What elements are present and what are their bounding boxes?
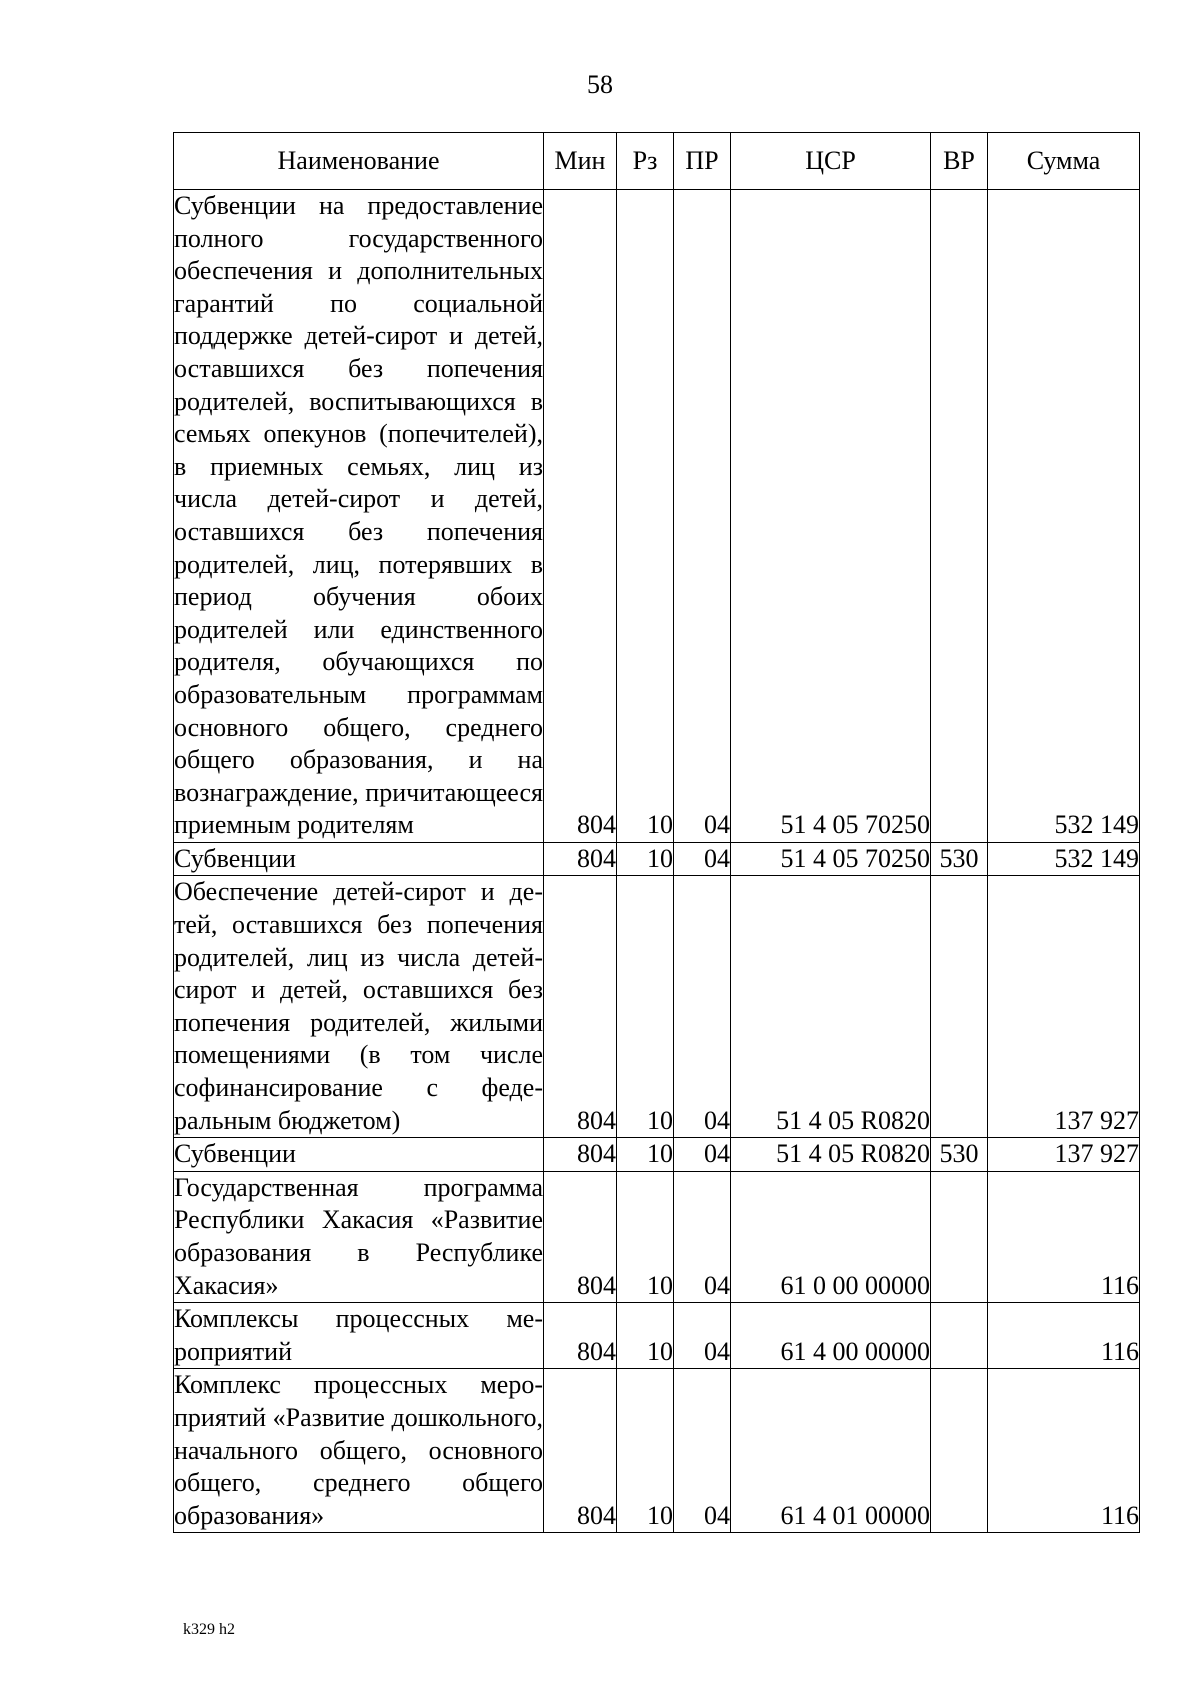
row-name: Субвенции [174, 842, 544, 876]
row-min: 804 [544, 1369, 617, 1533]
row-vr [931, 876, 988, 1138]
row-pr: 04 [674, 190, 731, 843]
row-min: 804 [544, 842, 617, 876]
row-rz: 10 [617, 1138, 674, 1172]
row-rz: 10 [617, 876, 674, 1138]
row-pr: 04 [674, 1303, 731, 1369]
row-sum: 532 149 [988, 190, 1140, 843]
row-pr: 04 [674, 1171, 731, 1302]
header-min: Мин [544, 133, 617, 190]
row-min: 804 [544, 1171, 617, 1302]
row-rz: 10 [617, 1303, 674, 1369]
row-sum: 137 927 [988, 1138, 1140, 1172]
row-min: 804 [544, 1303, 617, 1369]
row-rz: 10 [617, 842, 674, 876]
budget-table [173, 132, 1140, 1533]
table-row [174, 876, 1140, 1138]
header-name: Наименование [174, 133, 544, 190]
row-vr: 530 [931, 842, 988, 876]
row-pr: 04 [674, 842, 731, 876]
row-rz: 10 [617, 190, 674, 843]
row-vr [931, 1303, 988, 1369]
row-name: Государственная программа Республики Хакасия «Развитие образования в Республике Хакасия» [174, 1171, 544, 1302]
row-vr: 530 [931, 1138, 988, 1172]
row-min: 804 [544, 190, 617, 843]
header-vr: ВР [931, 133, 988, 190]
page-number: 58 [587, 70, 613, 99]
row-csr: 51 4 05 R0820 [731, 1138, 931, 1172]
row-rz: 10 [617, 1171, 674, 1302]
header-pr: ПР [674, 133, 731, 190]
row-min: 804 [544, 876, 617, 1138]
row-sum: 116 [988, 1303, 1140, 1369]
row-csr: 61 0 00 00000 [731, 1171, 931, 1302]
row-name: Обеспечение детей-сирот и детей, оставшихся без попечения родителей, лиц из числа детей-сирот и детей, оставшихся без попечения родителей, жилыми помещениями (в том числе софинансирование с федеральным бюджетом) [174, 876, 544, 1138]
row-name: Комплексы процессных мероприятий [174, 1303, 544, 1369]
row-csr: 61 4 01 00000 [731, 1369, 931, 1533]
row-name: Комплекс процессных мероприятий «Развитие дошкольного, начального общего, основного общего, среднего общего образования» [174, 1369, 544, 1533]
header-csr: ЦСР [731, 133, 931, 190]
row-pr: 04 [674, 1369, 731, 1533]
row-csr: 51 4 05 70250 [731, 190, 931, 843]
table-row [174, 1138, 1140, 1172]
row-csr: 51 4 05 70250 [731, 842, 931, 876]
row-csr: 51 4 05 R0820 [731, 876, 931, 1138]
row-name: Субвенции [174, 1138, 544, 1172]
row-csr: 61 4 00 00000 [731, 1303, 931, 1369]
row-name: Субвенции на предоставление полного государственного обеспечения и дополнительных гарантий по социальной поддержке детей-сирот и детей, оставшихся без попечения родителей, воспитывающихся в семьях опекунов (попечителей), в приемных семьях, лиц из числа детей-сирот и детей, оставшихся без попечения родителей, лиц, потерявших в период обучения обоих родителей или единственного родителя, обучающихся по образовательным программам основного общего, среднего общего образования, и на вознаграждение, причитающееся приемным родителям [174, 190, 544, 843]
row-sum: 137 927 [988, 876, 1140, 1138]
table-row [174, 1369, 1140, 1533]
row-vr [931, 190, 988, 843]
table-row [174, 1171, 1140, 1302]
table-row [174, 1303, 1140, 1369]
header-sum: Сумма [988, 133, 1140, 190]
row-vr [931, 1171, 988, 1302]
row-sum: 116 [988, 1171, 1140, 1302]
row-sum: 116 [988, 1369, 1140, 1533]
document-code: k329 h2 [183, 1621, 235, 1638]
row-rz: 10 [617, 1369, 674, 1533]
row-pr: 04 [674, 1138, 731, 1172]
row-sum: 532 149 [988, 842, 1140, 876]
table-row [174, 842, 1140, 876]
header-rz: Рз [617, 133, 674, 190]
row-min: 804 [544, 1138, 617, 1172]
row-pr: 04 [674, 876, 731, 1138]
table-row [174, 190, 1140, 843]
row-vr [931, 1369, 988, 1533]
header-row [174, 133, 1140, 190]
